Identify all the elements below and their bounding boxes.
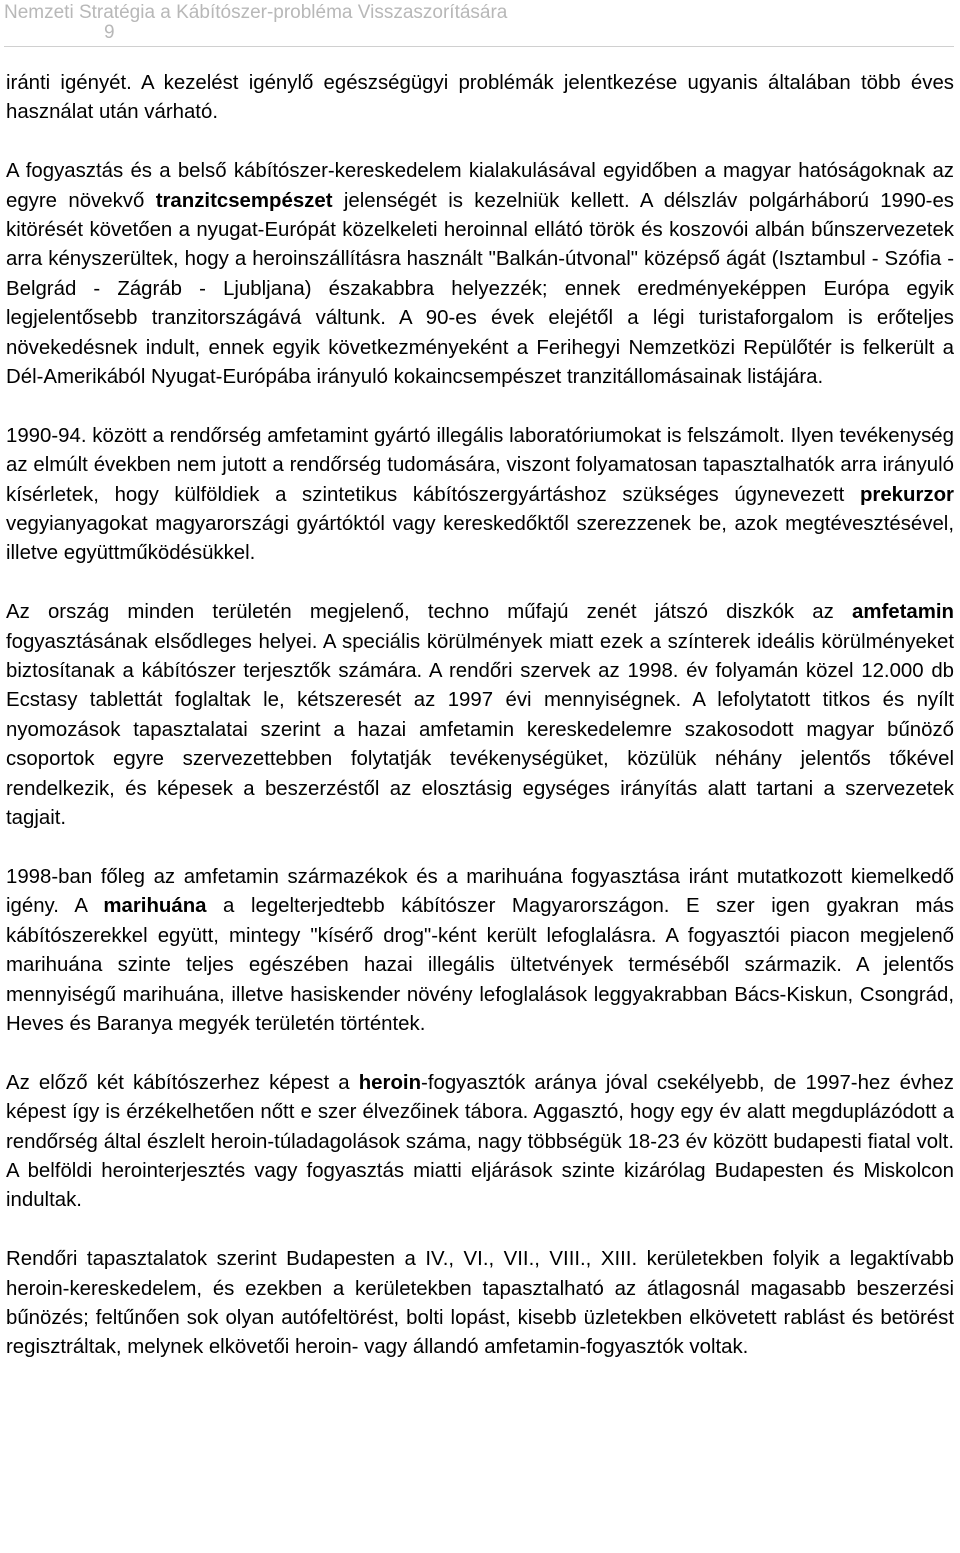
paragraph-text: iránti igényét. A kezelést igénylő egészségügyi problémák jelentkezése ugyanis általában több éves használat után várható. xyxy=(6,72,954,124)
paragraph-3 xyxy=(6,422,954,569)
emphasis-term: amfetamin xyxy=(852,601,954,624)
paragraph-4 xyxy=(6,598,954,833)
document-body xyxy=(6,69,954,1363)
paragraph-text: 1998-ban főleg az amfetamin származékok és a marihuána fogyasztása iránt mutatkozott kiemelkedő igény. A xyxy=(6,865,954,918)
paragraph-text: Az ország minden területén megjelenő, techno műfajú zenét játszó diszkók az xyxy=(6,601,853,624)
paragraph-7 xyxy=(6,1245,954,1363)
page-number: 9 xyxy=(104,22,115,43)
paragraph-text: A fogyasztás és a belső kábítószer-kereskedelem kialakulásával egyidőben a magyar hatóságoknak az egyre növekvő xyxy=(6,160,954,212)
paragraph-6 xyxy=(6,1069,954,1216)
paragraph-text: Rendőri tapasztalatok szerint Budapesten a IV., VI., VII., VIII., XIII. kerületekben folyik a legaktívabb heroin-kereskedelem, és ezekben a kerületekben tapasztalható az átlagosnál magasabb beszerzési bűnözés; feltűnően sok olyan autófeltörést, bolti lopást, kisebb üzletekben elkövetett rablást és betörést regisztráltak, melynek elkövetői heroin- vagy állandó amfetamin-fogyasztók voltak. xyxy=(6,1248,954,1359)
emphasis-term: prekurzor xyxy=(859,483,954,506)
paragraph-text: a legelterjedtebb kábítószer Magyarországon. E szer igen gyakran más kábítószerekkel együtt, mintegy "kísérő drog"-ként került lefoglalásra. A fogyasztói piacon megjelenő marihuána szinte teljes egészében hazai illegális ültetvények terméséből származik. A jelentős mennyiségű marihuána, illetve hasiskender növény lefoglalások leggyakrabban Bács-Kiskun, Csongrád, Heves és Baranya megyék területén történtek. xyxy=(6,895,954,1035)
running-header: Nemzeti Stratégia a Kábítószer-probléma Visszaszorítására xyxy=(4,2,508,23)
paragraph-text: -fogyasztók aránya jóval csekélyebb, de 1997-hez évhez képest így is érzékelhetően nőtt e szer élvezőinek tábora. Aggasztó, hogy egy év alatt megduplázódott a rendőrség által észlelt heroin-túladagolások száma, nagy többségük 18-23 év között budapesti fiatal volt. A belföldi herointerjesztés vagy fogyasztás miatti eljárások szinte kizárólag Budapesten és Miskolcon indultak. xyxy=(6,1071,954,1212)
header-divider xyxy=(4,46,954,47)
emphasis-term: marihuána xyxy=(103,895,207,918)
paragraph-text: fogyasztásának elsődleges helyei. A speciális körülmények miatt ezek a színterek ideális körülményeket biztosítanak a kábítószer terjesztők számára. A rendőri szervek az 1998. év folyamán közel 12.000 db Ecstasy tablettát foglaltak le, kétszeresét az 1997 évi mennyiségnek. A lefolytatott titkos és nyílt nyomozások tapasztalatai szerint a hazai amfetamin kereskedelemre szakosodott magyar bűnöző csoportok egyre szervezettebben folytatják tevékenységüket, közülük néhány jelentős tőkével rendelkezik, és képesek a beszerzéstől az elosztásig egységes irányítás alatt tartani a szervezetek tagjait. xyxy=(6,630,954,830)
paragraph-text: 1990-94. között a rendőrség amfetamint gyártó illegális laboratóriumokat is felszámolt. Ilyen tevékenység az elmúlt években nem jutott a rendőrség tudomására, viszont folyamatosan tapasztalhatók arra irányuló kísérletek, hogy külföldiek a szintetikus kábítószergyártáshoz szükséges úgynevezett xyxy=(6,424,954,506)
paragraph-2 xyxy=(6,157,954,392)
paragraph-text: Az előző két kábítószerhez képest a xyxy=(6,1071,359,1094)
paragraph-1 xyxy=(6,69,954,128)
emphasis-term: tranzitcsempészet xyxy=(155,189,333,212)
emphasis-term: heroin xyxy=(358,1071,422,1094)
paragraph-text: vegyianyagokat magyarországi gyártóktól vagy kereskedőktől szerezzenek be, azok megtévesztésével, illetve együttműködésükkel. xyxy=(6,513,954,565)
paragraph-text: jelenségét is kezelniük kellett. A délszláv polgárháború 1990-es kitörését követően a nyugat-Európát közelkeleti heroinnal ellátó török és koszovói albán bűnszervezetek arra kényszerültek, hogy a heroinszállításra használt "Balkán-útvonal" középső ágát (Isztambul - Szófia - Belgrád - Zágráb - Ljubljana) északabbra helyezzék; ennek eredményeképpen Európa egyik legjelentősebb tranzitországává váltunk. A 90-es évek elejétől a légi turistaforgalom is erőteljes növekedésnek indult, ennek egyik következményeként a Ferihegyi Nemzetközi Repülőtér is felkerült a Dél-Amerikából Nyugat-Európába irányuló kokaincsempészet tranzitállomásainak listájára. xyxy=(6,189,954,389)
paragraph-5 xyxy=(6,863,954,1039)
